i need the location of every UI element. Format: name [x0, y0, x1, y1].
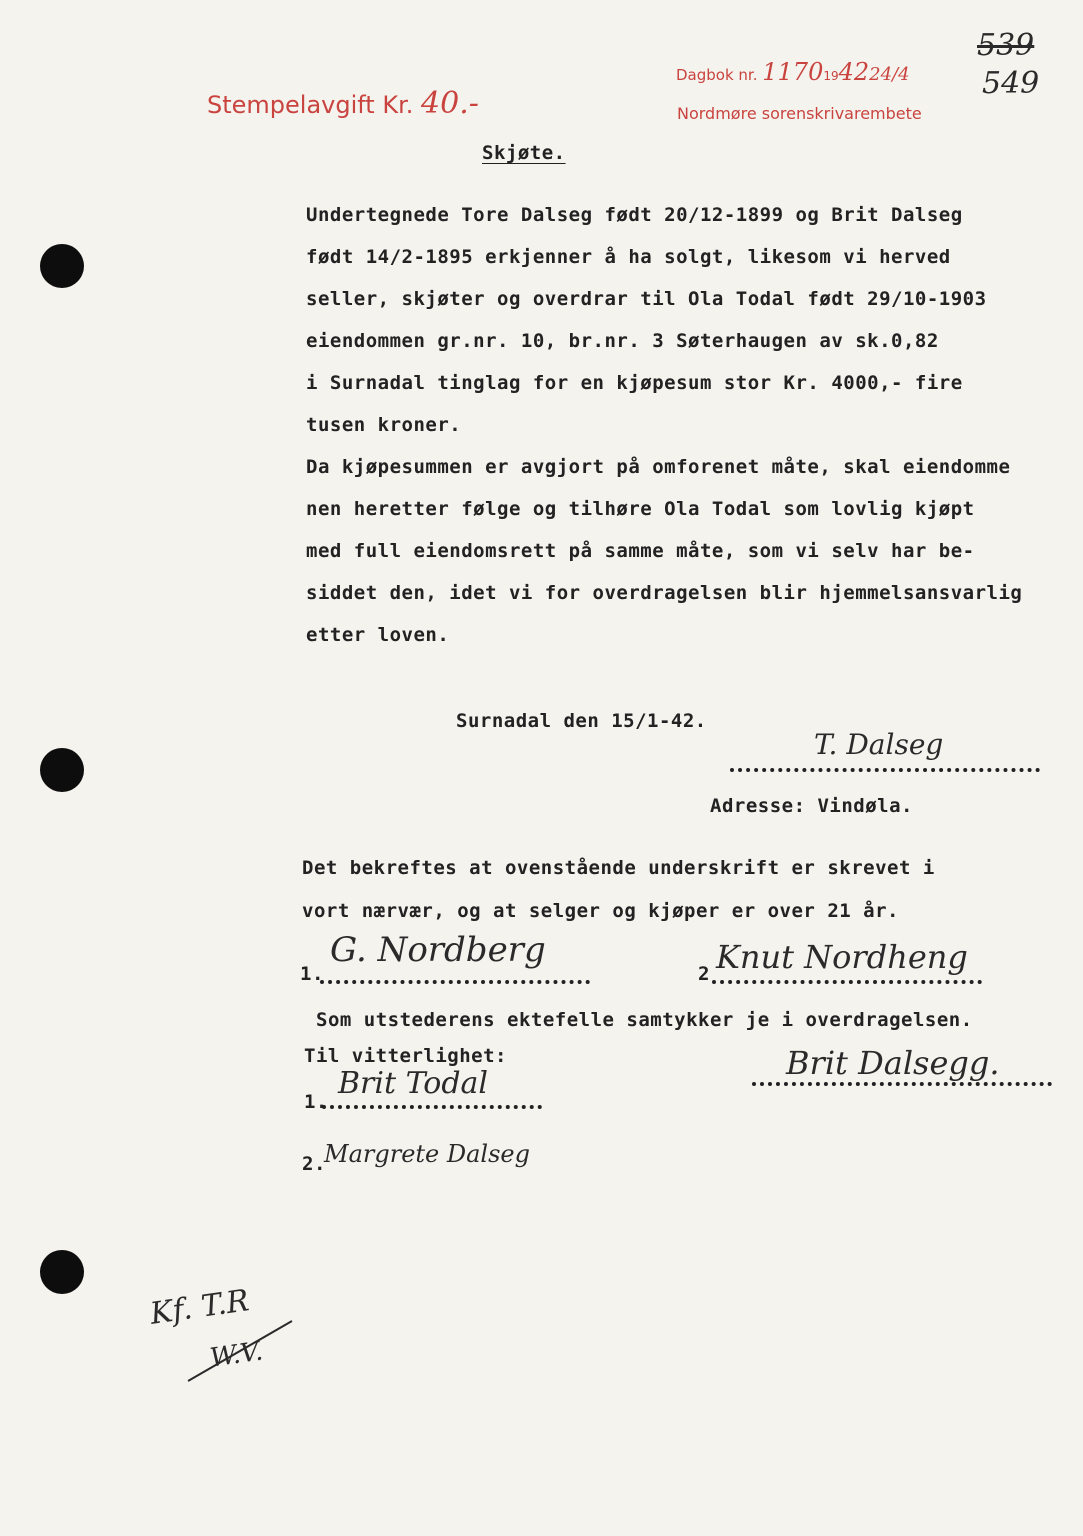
margin-note-bottom: W.V.: [208, 1336, 265, 1374]
witness-signature: Knut Nordheng: [716, 938, 968, 976]
body-line: tusen kroner.: [306, 414, 462, 436]
dagbok-number: 1170: [762, 58, 824, 86]
punch-hole-top: [40, 244, 84, 288]
witness-signature: G. Nordberg: [330, 930, 546, 970]
vitterlighet-number: 2.: [302, 1153, 326, 1175]
punch-hole-bottom: [40, 1250, 84, 1294]
body-line: født 14/2-1895 erkjenner å ha solgt, likesom vi herved: [306, 246, 951, 268]
dagbok-label: Dagbok nr.: [676, 66, 758, 84]
body-line: Undertegnede Tore Dalseg født 20/12-1899 og Brit Dalseg: [306, 204, 963, 226]
spouse-signature: Brit Dalsegg.: [786, 1044, 1000, 1082]
vitterlighet-signature: Brit Todal: [338, 1066, 488, 1101]
spouse-signature-line: [752, 1082, 1052, 1086]
place-date: Surnadal den 15/1-42.: [456, 710, 707, 732]
witness-line: [320, 980, 590, 984]
stamp-fee-label: Stempelavgift Kr.: [207, 91, 414, 119]
address-line: Adresse: Vindøla.: [710, 795, 913, 817]
seller-signature: T. Dalseg: [814, 728, 944, 761]
vitterlighet-number: 1.: [304, 1091, 328, 1113]
dagbok-year: 42: [838, 58, 870, 86]
page-number-old: 539: [977, 28, 1035, 63]
page-number-new: 549: [982, 66, 1040, 101]
vitterlighet-signature: Margrete Dalseg: [324, 1140, 530, 1168]
body-line: Da kjøpesummen er avgjort på omforenet måte, skal eiendomme: [306, 456, 1011, 478]
vitterlighet-line: [322, 1105, 542, 1109]
document-title: Skjøte.: [482, 142, 566, 164]
body-line: seller, skjøter og overdrar til Ola Todal født 29/10-1903: [306, 288, 987, 310]
witness-statement-line: Det bekreftes at ovenstående underskrift er skrevet i: [302, 857, 935, 879]
body-line: eiendommen gr.nr. 10, br.nr. 3 Søterhaugen av sk.0,82: [306, 330, 939, 352]
body-line: siddet den, idet vi for overdragelsen blir hjemmelsansvarlig: [306, 582, 1023, 604]
dagbok-date: 24/4: [869, 64, 910, 85]
office-stamp: Nordmøre sorenskrivarembete: [677, 104, 922, 123]
punch-hole-middle: [40, 748, 84, 792]
witness-line: [712, 980, 982, 984]
body-line: med full eiendomsrett på samme måte, som vi selv har be-: [306, 540, 975, 562]
witness-number: 2: [698, 963, 710, 985]
stamp-fee: [207, 86, 479, 121]
til-vitterlighet: Til vitterlighet:: [304, 1045, 507, 1067]
spouse-consent: Som utstederens ektefelle samtykker je i overdragelsen.: [316, 1009, 973, 1031]
dagbok-year-prefix: 19: [823, 69, 839, 83]
body-line: etter loven.: [306, 624, 450, 646]
witness-statement-line: vort nærvær, og at selger og kjøper er over 21 år.: [302, 900, 899, 922]
body-line: i Surnadal tinglag for en kjøpesum stor Kr. 4000,- fire: [306, 372, 963, 394]
witness-number: 1.: [300, 963, 324, 985]
seller-signature-line: [730, 768, 1040, 772]
margin-note-top: Kf. T.R: [148, 1283, 252, 1332]
body-line: nen heretter følge og tilhøre Ola Todal som lovlig kjøpt: [306, 498, 975, 520]
stamp-fee-amount: 40.-: [421, 86, 479, 121]
dagbok-stamp: [676, 58, 910, 86]
